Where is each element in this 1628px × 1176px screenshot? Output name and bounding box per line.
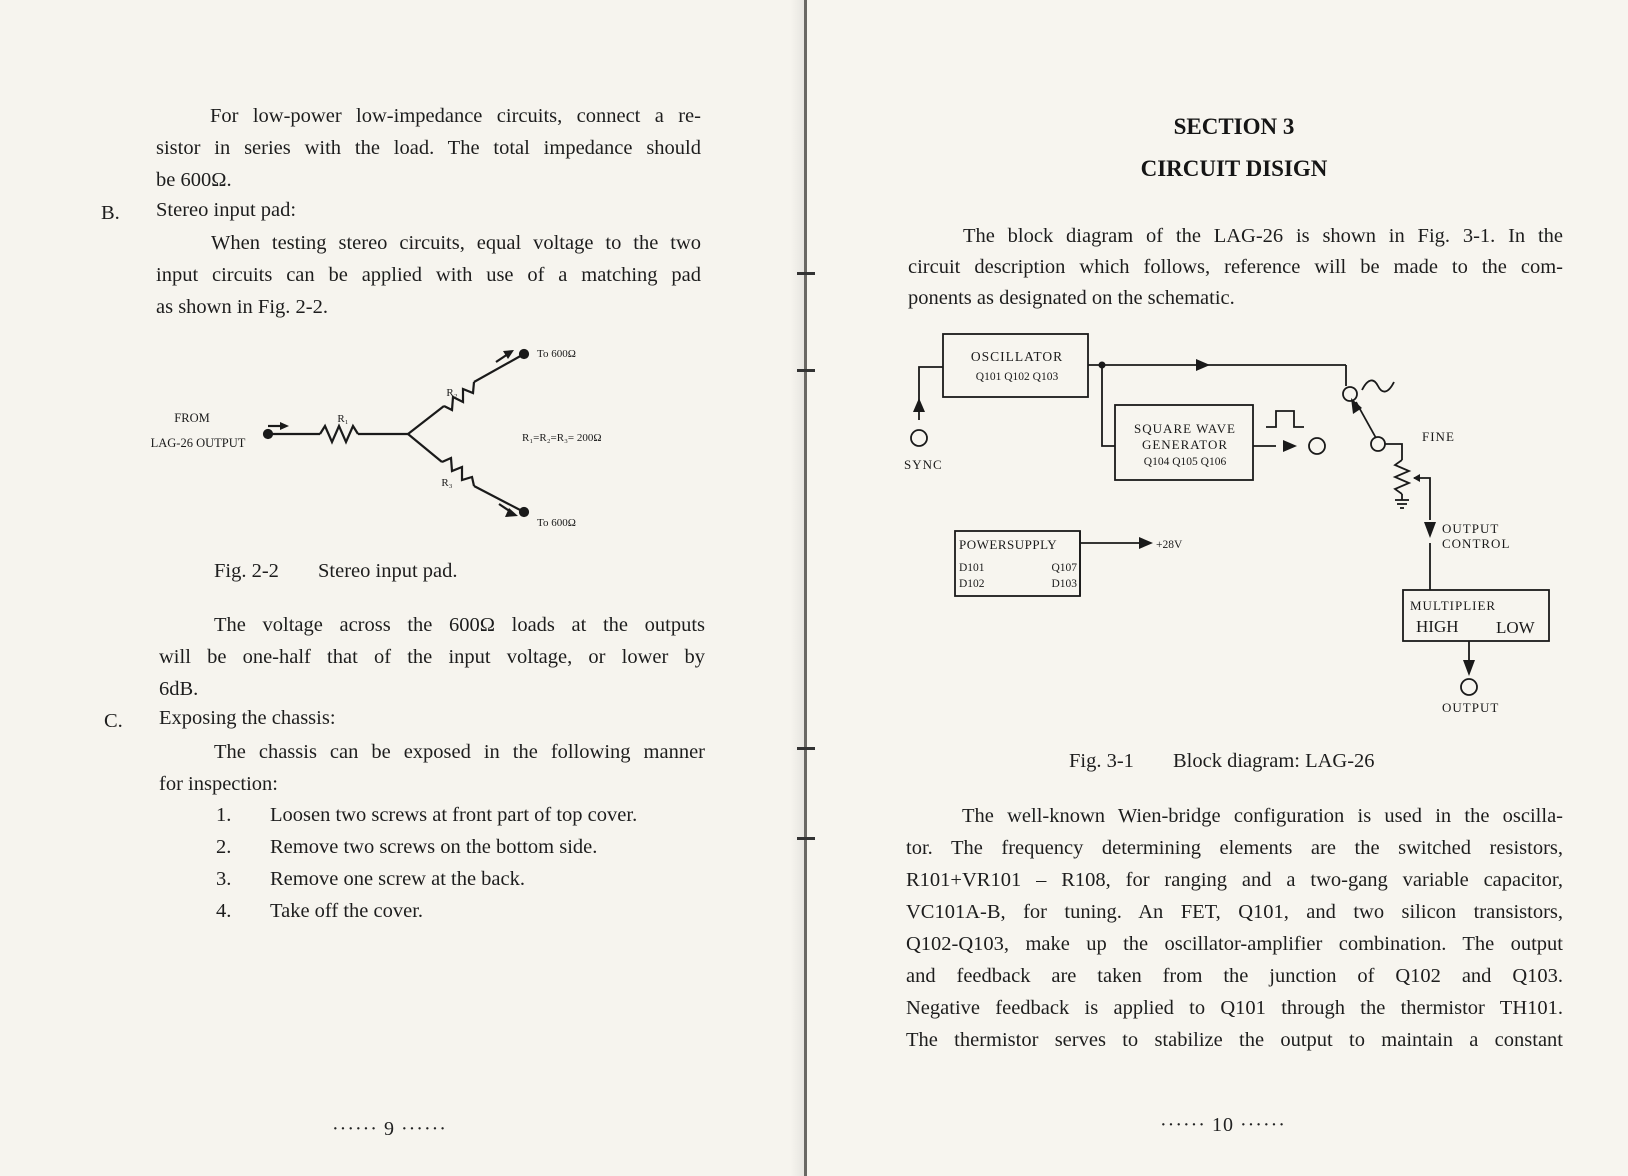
fig-3-1-number: Fig. 3-1 <box>1069 750 1134 772</box>
text-line: The voltage across the 600Ω loads at the outputs <box>214 614 705 636</box>
oscillator-parts: Q101 Q102 Q103 <box>975 371 1059 383</box>
output-label: OUTPUT <box>1442 700 1500 715</box>
to-600-top-label: To 600Ω <box>537 348 576 360</box>
step-text: Remove two screws on the bottom side. <box>270 836 598 858</box>
power-supply-label: POWERSUPPLY <box>959 537 1058 552</box>
arrow-icon <box>1463 660 1475 676</box>
arrow-icon <box>1196 359 1210 371</box>
text-line: be 600Ω. <box>156 169 232 191</box>
fig-3-1-caption: Block diagram: LAG-26 <box>1173 750 1375 772</box>
text-line: will be one-half that of the input voltage, or lower by <box>159 646 705 668</box>
section-heading: SECTION 3 <box>1173 114 1295 139</box>
low-label: LOW <box>1496 618 1535 637</box>
section-b-letter: B. <box>101 202 120 224</box>
text-line: circuit description which follows, reference will be made to the com- <box>908 256 1563 278</box>
from-label: FROM <box>174 411 210 425</box>
switch-contact <box>1309 438 1325 454</box>
wiper-arrow-icon <box>1413 474 1420 482</box>
arrow-icon <box>1424 522 1436 538</box>
text-line: as shown in Fig. 2-2. <box>156 296 328 318</box>
oscillator-block <box>943 334 1088 397</box>
page-number-9: ······ 9 ······ <box>332 1118 447 1140</box>
step-text: Remove one screw at the back. <box>270 868 526 890</box>
text-line: The thermistor serves to stabilize the output to maintain a constant <box>906 1029 1563 1051</box>
multiplier-label: MULTIPLIER <box>1410 598 1497 613</box>
section-title: CIRCUIT DISIGN <box>1140 156 1328 181</box>
square-wave-parts: Q104 Q105 Q106 <box>1143 456 1227 468</box>
fine-label: FINE <box>1422 429 1455 444</box>
output-terminal <box>1461 679 1477 695</box>
ps-part: Q107 <box>1051 562 1077 574</box>
arrow-icon <box>1283 440 1297 452</box>
oscillator-label: OSCILLATOR <box>970 349 1064 364</box>
generator-label: GENERATOR <box>1141 437 1229 452</box>
text-line: 6dB. <box>159 678 199 700</box>
output-control-label: OUTPUT <box>1442 521 1500 536</box>
text-line: Negative feedback is applied to Q101 through the thermistor TH101. <box>906 997 1563 1019</box>
switch-common <box>1371 437 1385 451</box>
square-wave-label: SQUARE WAVE <box>1134 421 1236 436</box>
text-line: For low-power low-impedance circuits, connect a re- <box>210 105 701 127</box>
step-number: 1. <box>216 804 232 826</box>
voltage-label: +28V <box>1156 539 1183 551</box>
r3-label: R₃ <box>441 477 453 489</box>
text-line: The chassis can be exposed in the following manner <box>214 741 705 763</box>
section-c-title: Exposing the chassis: <box>159 707 336 729</box>
text-line: sistor in series with the load. The total impedance should <box>156 137 701 159</box>
step-number: 3. <box>216 868 232 890</box>
text-line: R101+VR101 – R108, for ranging and a two-gang variable capacitor, <box>906 869 1563 891</box>
r1-label: R₁ <box>337 413 349 425</box>
to-600-bottom-label: To 600Ω <box>537 517 576 529</box>
square-wave-icon <box>1266 411 1304 427</box>
text-line: input circuits can be applied with use of a matching pad <box>156 264 701 286</box>
fine-potentiometer <box>1395 460 1409 494</box>
page-number-10: ······ 10 ······ <box>1160 1114 1286 1136</box>
arrow-icon <box>1139 537 1153 549</box>
step-number: 4. <box>216 900 232 922</box>
step-number: 2. <box>216 836 232 858</box>
ps-part: D101 <box>959 562 985 574</box>
sine-wave-icon <box>1362 380 1394 391</box>
sync-terminal <box>911 430 927 446</box>
fig-2-2-number: Fig. 2-2 <box>214 560 279 582</box>
section-c-letter: C. <box>104 710 123 732</box>
text-line: ponents as designated on the schematic. <box>908 287 1235 309</box>
text-line: tor. The frequency determining elements are the switched resistors, <box>906 837 1563 859</box>
from-label-source: LAG-26 OUTPUT <box>150 436 246 450</box>
arrow-icon <box>913 398 925 412</box>
junction-dot <box>1099 362 1106 369</box>
ps-part: D103 <box>1051 578 1077 590</box>
text-line: The well-known Wien-bridge configuration is used in the oscilla- <box>962 805 1563 827</box>
ps-part: D102 <box>959 578 985 590</box>
resistor-equation: R₁=R₂=R₃= 200Ω <box>522 432 602 444</box>
r2-label: R₂ <box>446 387 458 399</box>
text-line: Q102-Q103, make up the oscillator-amplifier combination. The output <box>906 933 1563 955</box>
text-line: for inspection: <box>159 773 278 795</box>
output-control-label: CONTROL <box>1442 536 1511 551</box>
text-line: VC101A-B, for tuning. An FET, Q101, and two silicon transistors, <box>906 901 1563 923</box>
switch-contact <box>1343 387 1357 401</box>
sync-label: SYNC <box>904 457 943 472</box>
text-line: The block diagram of the LAG-26 is shown in Fig. 3-1. In the <box>963 225 1563 247</box>
text-line: and feedback are taken from the junction of Q102 and Q103. <box>906 965 1563 987</box>
step-text: Take off the cover. <box>270 900 424 922</box>
text-line: When testing stereo circuits, equal voltage to the two <box>211 232 701 254</box>
step-text: Loosen two screws at front part of top cover. <box>270 804 638 826</box>
fig-2-2-caption: Stereo input pad. <box>318 560 458 582</box>
high-label: HIGH <box>1416 617 1459 636</box>
section-b-title: Stereo input pad: <box>156 199 297 221</box>
